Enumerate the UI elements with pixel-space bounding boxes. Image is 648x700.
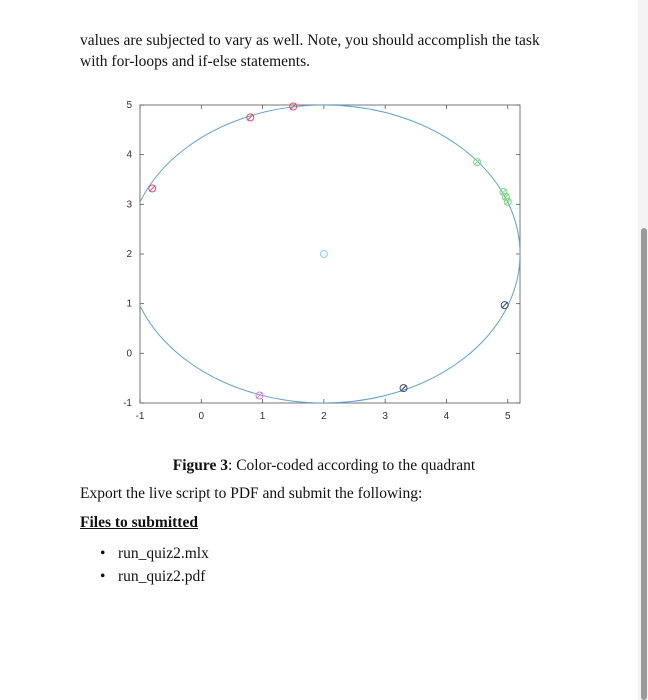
figure: [110, 95, 530, 435]
paragraph-line-1: values are subjected to vary as well. Note, you should accomplish the task: [80, 32, 540, 49]
x-tick-label: 2: [321, 411, 327, 422]
y-tick-label: 5: [126, 100, 132, 111]
caption-text: : Color-coded according to the quadrant: [228, 457, 476, 474]
list-item: [80, 566, 209, 589]
plot-frame: [140, 105, 520, 403]
caption-label: Figure 3: [172, 457, 229, 474]
file-name: run_quiz2.pdf: [118, 568, 206, 585]
list-item: [80, 543, 209, 566]
bullet-icon: •: [100, 568, 106, 585]
x-tick-label: 1: [259, 411, 266, 422]
file-name: run_quiz2.mlx: [118, 545, 209, 562]
files-list: [80, 543, 209, 589]
scrollbar-track[interactable]: [638, 0, 648, 700]
y-tick-label: 3: [126, 199, 132, 211]
x-tick-label: 0: [198, 411, 205, 422]
files-heading: Files to submitted: [80, 514, 198, 531]
y-tick-label: 4: [126, 149, 132, 161]
scrollbar-thumb[interactable]: [641, 228, 647, 700]
x-tick-label: 3: [382, 411, 388, 422]
y-tick-label: -1: [123, 398, 132, 409]
x-tick-label: -1: [135, 411, 145, 422]
bullet-icon: •: [100, 545, 106, 562]
x-tick-label: 5: [504, 411, 511, 422]
y-tick-label: 2: [126, 249, 132, 260]
y-tick-label: 0: [126, 348, 132, 360]
figure-caption: [0, 457, 648, 475]
y-tick-label: 1: [126, 298, 132, 310]
x-tick-label: 4: [443, 411, 450, 422]
scatter-chart: [110, 95, 530, 435]
paragraph-line-2: with for-loops and if-else statements.: [80, 53, 310, 70]
intro-paragraph: [80, 30, 600, 72]
export-instruction: Export the live script to PDF and submit the following:: [80, 485, 423, 502]
